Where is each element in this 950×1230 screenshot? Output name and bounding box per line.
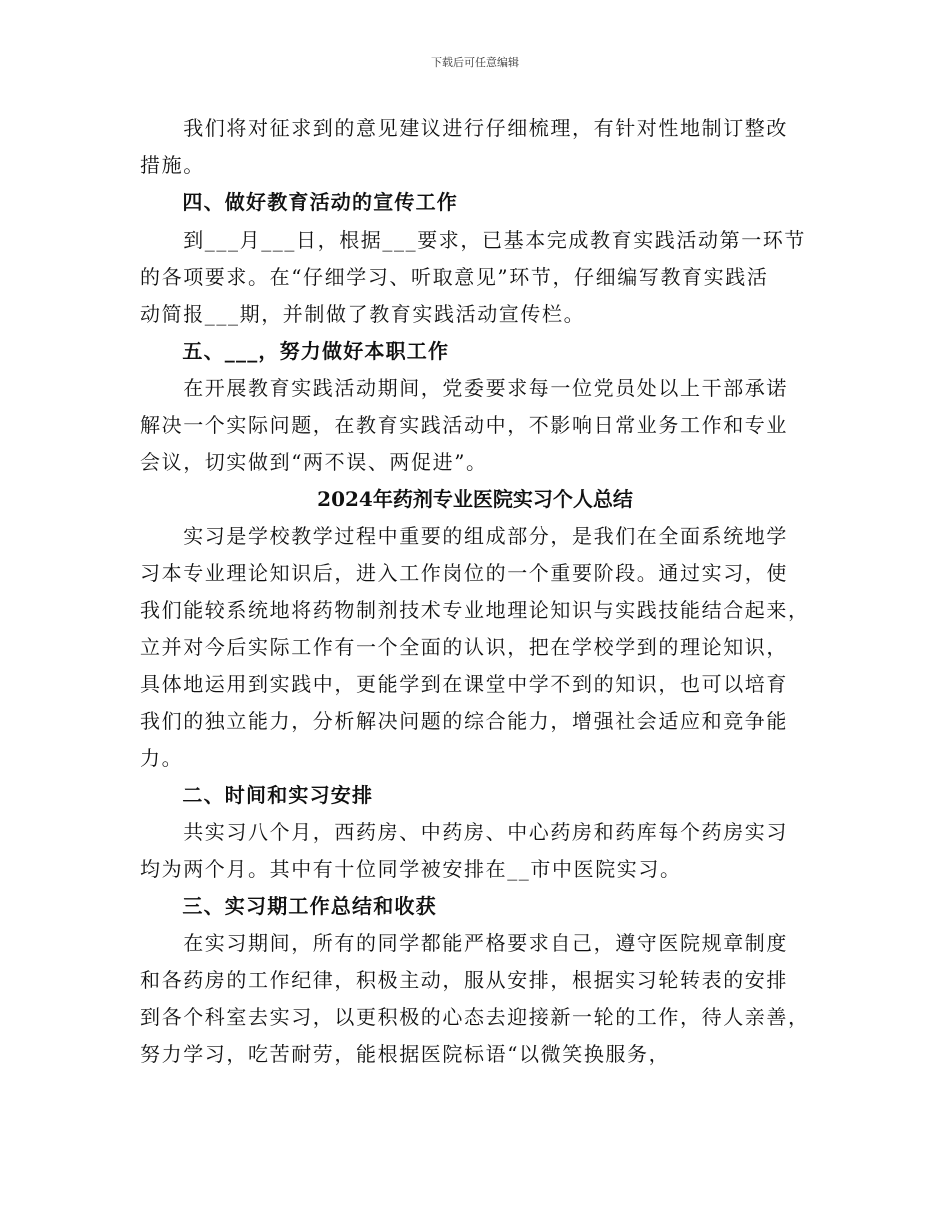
paragraph-line: 和各药房的工作纪律，积极主动，服从安排，根据实习轮转表的安排: [140, 968, 788, 992]
section-heading: 四、做好教育活动的宣传工作: [140, 190, 458, 214]
section-heading: 三、实习期工作总结和收获: [140, 894, 437, 918]
paragraph-line: 我们将对征求到的意见建议进行仔细梳理，有针对性地制订整改: [140, 116, 788, 140]
paragraph-line: 措施。: [140, 153, 205, 177]
paragraph-line: 的各项要求。在“仔细学习、听取意见”环节，仔细编写教育实践活: [140, 265, 769, 289]
article-title: 2024年药剂专业医院实习个人总结: [317, 487, 633, 511]
paragraph-line: 在实习期间，所有的同学都能严格要求自己，遵守医院规章制度: [140, 931, 788, 955]
section-heading: 五、___，努力做好本职工作: [140, 339, 450, 363]
paragraph-line: 努力学习，吃苦耐劳，能根据医院标语“以微笑换服务，: [140, 1042, 671, 1066]
paragraph-line: 到各个科室去实习，以更积极的心态去迎接新一轮的工作，待人亲善，: [140, 1005, 810, 1029]
paragraph-line: 具体地运用到实践中，更能学到在课堂中学不到的知识，也可以培育: [140, 672, 788, 696]
section-heading: 二、时间和实习安排: [140, 783, 374, 807]
paragraph-line: 动简报___期，并制做了教育实践活动宣传栏。: [140, 302, 586, 326]
paragraph-line: 立并对今后实际工作有一个全面的认识，把在学校学到的理论知识，: [140, 635, 788, 659]
paragraph-line: 我们的独立能力，分析解决问题的综合能力，增强社会适应和竞争能: [140, 709, 788, 733]
paragraph-line: 到___月___日，根据___要求，已基本完成教育实践活动第一环节: [140, 228, 806, 252]
paragraph-line: 会议，切实做到“两不误、两促进”。: [140, 450, 488, 474]
paragraph-line: 力。: [140, 746, 184, 770]
paragraph-line: 习本专业理论知识后，进入工作岗位的一个重要阶段。通过实习，使: [140, 561, 788, 585]
paragraph-line: 共实习八个月，西药房、中药房、中心药房和药库每个药房实习: [140, 820, 788, 844]
paragraph-line: 解决一个实际问题，在教育实践活动中，不影响日常业务工作和专业: [140, 413, 788, 437]
paragraph-line: 实习是学校教学过程中重要的组成部分，是我们在全面系统地学: [140, 524, 788, 548]
paragraph-line: 在开展教育实践活动期间，党委要求每一位党员处以上干部承诺: [140, 376, 788, 400]
paragraph-line: 均为两个月。其中有十位同学被安排在__市中医院实习。: [140, 857, 682, 881]
page-header: 下载后可任意编辑: [431, 56, 519, 69]
paragraph-line: 我们能较系统地将药物制剂技术专业地理论知识与实践技能结合起来，: [140, 598, 810, 622]
